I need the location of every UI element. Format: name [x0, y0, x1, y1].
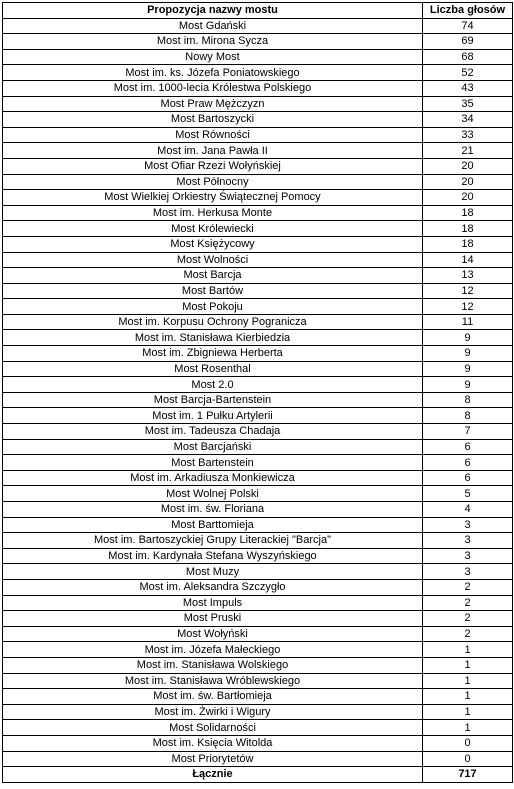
table-row [3, 439, 513, 455]
vote-count-cell[interactable]: 4 [423, 502, 513, 518]
total-label-cell[interactable]: Łącznie [3, 767, 423, 783]
bridge-name-cell[interactable]: Most im. Mirona Sycza [3, 34, 423, 50]
vote-count-cell[interactable]: 8 [423, 392, 513, 408]
table-row [3, 548, 513, 564]
table-row [3, 735, 513, 751]
vote-count-cell[interactable]: 20 [423, 190, 513, 206]
vote-count-cell[interactable]: 13 [423, 268, 513, 284]
table-row [3, 361, 513, 377]
table-row [3, 174, 513, 190]
bridge-name-cell[interactable]: Most im. 1 Pułku Artylerii [3, 408, 423, 424]
bridge-name-cell[interactable]: Most im. Księcia Witolda [3, 735, 423, 751]
table-row [3, 18, 513, 34]
bridge-name-cell[interactable]: Most Równości [3, 127, 423, 143]
vote-count-cell[interactable]: 1 [423, 642, 513, 658]
vote-count-cell[interactable]: 69 [423, 34, 513, 50]
vote-count-cell[interactable]: 3 [423, 564, 513, 580]
vote-count-cell[interactable]: 18 [423, 205, 513, 221]
table-row [3, 80, 513, 96]
bridge-name-cell[interactable]: Most im. Aleksandra Szczygło [3, 579, 423, 595]
header-row [3, 3, 513, 19]
table-row [3, 611, 513, 627]
vote-count-cell[interactable]: 35 [423, 96, 513, 112]
total-row [3, 767, 513, 783]
bridge-name-cell[interactable]: Most Priorytetów [3, 751, 423, 767]
bridge-name-cell[interactable]: Most Impuls [3, 595, 423, 611]
bridge-name-cell[interactable]: Most Wielkiej Orkiestry Świątecznej Pomocy [3, 190, 423, 206]
table-row [3, 65, 513, 81]
bridge-name-cell[interactable]: Most Wołyński [3, 626, 423, 642]
table-row [3, 486, 513, 502]
bridge-name-cell[interactable]: Most Bartów [3, 283, 423, 299]
vote-count-cell[interactable]: 12 [423, 299, 513, 315]
table-row [3, 424, 513, 440]
column-header-name[interactable]: Propozycja nazwy mostu [3, 3, 423, 19]
vote-count-cell[interactable]: 3 [423, 533, 513, 549]
vote-count-cell[interactable]: 52 [423, 65, 513, 81]
vote-count-cell[interactable]: 9 [423, 346, 513, 362]
vote-count-cell[interactable]: 7 [423, 424, 513, 440]
table-row [3, 392, 513, 408]
bridge-name-cell[interactable]: Most Barttomieja [3, 517, 423, 533]
vote-count-cell[interactable]: 6 [423, 439, 513, 455]
vote-count-cell[interactable]: 9 [423, 330, 513, 346]
bridge-name-cell[interactable]: Most im. Zbigniewa Herberta [3, 346, 423, 362]
bridge-name-cell[interactable]: Most Muzy [3, 564, 423, 580]
vote-count-cell[interactable]: 34 [423, 112, 513, 128]
table-row [3, 720, 513, 736]
table-row [3, 408, 513, 424]
table-row [3, 158, 513, 174]
bridge-name-cell[interactable]: Most Północny [3, 174, 423, 190]
table-row [3, 579, 513, 595]
vote-count-cell[interactable]: 1 [423, 704, 513, 720]
bridge-name-cell[interactable]: Most Wolnej Polski [3, 486, 423, 502]
bridge-name-cell[interactable]: Most im. Stanisława Wolskiego [3, 657, 423, 673]
vote-count-cell[interactable]: 0 [423, 751, 513, 767]
bridge-name-cell[interactable]: Most im. św. Floriana [3, 502, 423, 518]
bridge-name-cell[interactable]: Most Pokoju [3, 299, 423, 315]
vote-count-cell[interactable]: 14 [423, 252, 513, 268]
table-row [3, 657, 513, 673]
table-row [3, 642, 513, 658]
bridge-name-cell[interactable]: Most Wolności [3, 252, 423, 268]
bridge-name-cell[interactable]: Most im. Arkadiusza Monkiewicza [3, 470, 423, 486]
bridge-name-cell[interactable]: Most im. Korpusu Ochrony Pogranicza [3, 314, 423, 330]
table-row [3, 299, 513, 315]
vote-count-cell[interactable]: 12 [423, 283, 513, 299]
bridge-name-cell[interactable]: Most Bartenstein [3, 455, 423, 471]
table-row [3, 314, 513, 330]
vote-count-cell[interactable]: 1 [423, 720, 513, 736]
bridge-name-cell[interactable]: Most im. 1000-lecia Królestwa Polskiego [3, 80, 423, 96]
table-row [3, 455, 513, 471]
vote-count-cell[interactable]: 20 [423, 174, 513, 190]
total-value-cell[interactable]: 717 [423, 767, 513, 783]
vote-count-cell[interactable]: 68 [423, 49, 513, 65]
table-body [3, 18, 513, 767]
bridge-name-cell[interactable]: Most Pruski [3, 611, 423, 627]
vote-count-cell[interactable]: 18 [423, 221, 513, 237]
bridge-name-cell[interactable]: Most Ofiar Rzezi Wołyńskiej [3, 158, 423, 174]
vote-count-cell[interactable]: 5 [423, 486, 513, 502]
bridge-name-cell[interactable]: Nowy Most [3, 49, 423, 65]
table-row [3, 190, 513, 206]
table-row [3, 283, 513, 299]
bridge-name-cell[interactable]: Most Praw Mężczyzn [3, 96, 423, 112]
table-row [3, 112, 513, 128]
bridge-name-cell[interactable]: Most im. Jana Pawła II [3, 143, 423, 159]
table-row [3, 377, 513, 393]
table-row [3, 533, 513, 549]
vote-count-cell[interactable]: 18 [423, 236, 513, 252]
table-row [3, 470, 513, 486]
bridge-name-cell[interactable]: Most im. ks. Józefa Poniatowskiego [3, 65, 423, 81]
vote-count-cell[interactable]: 0 [423, 735, 513, 751]
vote-count-cell[interactable]: 33 [423, 127, 513, 143]
vote-count-cell[interactable]: 43 [423, 80, 513, 96]
vote-count-cell[interactable]: 74 [423, 18, 513, 34]
bridge-name-cell[interactable]: Most Gdański [3, 18, 423, 34]
vote-count-cell[interactable]: 20 [423, 158, 513, 174]
vote-count-cell[interactable]: 6 [423, 470, 513, 486]
table-row [3, 236, 513, 252]
bridge-name-cell[interactable]: Most Barcja [3, 268, 423, 284]
table-row [3, 127, 513, 143]
table-row [3, 96, 513, 112]
vote-count-cell[interactable]: 8 [423, 408, 513, 424]
vote-count-cell[interactable]: 2 [423, 611, 513, 627]
vote-count-cell[interactable]: 3 [423, 548, 513, 564]
bridge-name-cell[interactable]: Most Barcja-Bartenstein [3, 392, 423, 408]
vote-count-cell[interactable]: 1 [423, 689, 513, 705]
column-header-votes[interactable]: Liczba głosów [423, 3, 513, 19]
table-row [3, 626, 513, 642]
vote-count-cell[interactable]: 21 [423, 143, 513, 159]
vote-count-cell[interactable]: 2 [423, 595, 513, 611]
vote-count-cell[interactable]: 9 [423, 377, 513, 393]
table-row [3, 502, 513, 518]
bridge-name-cell[interactable]: Most im. Kardynała Stefana Wyszyńskiego [3, 548, 423, 564]
table-row [3, 252, 513, 268]
table-row [3, 751, 513, 767]
bridge-name-cell[interactable]: Most im. Józefa Małeckiego [3, 642, 423, 658]
bridge-name-cell[interactable]: Most im. Herkusa Monte [3, 205, 423, 221]
bridge-name-cell[interactable]: Most im. Żwirki i Wigury [3, 704, 423, 720]
table-row [3, 34, 513, 50]
table-row [3, 143, 513, 159]
vote-count-cell[interactable]: 6 [423, 455, 513, 471]
bridge-name-cell[interactable]: Most 2.0 [3, 377, 423, 393]
bridge-name-cell[interactable]: Most im. Stanisława Kierbiedzia [3, 330, 423, 346]
bridge-name-cell[interactable]: Most im. św. Bartłomieja [3, 689, 423, 705]
bridge-name-cell[interactable]: Most Rosenthal [3, 361, 423, 377]
vote-count-cell[interactable]: 11 [423, 314, 513, 330]
bridge-name-votes-table [2, 2, 513, 783]
table-row [3, 330, 513, 346]
bridge-name-cell[interactable]: Most im. Tadeusza Chadaja [3, 424, 423, 440]
vote-count-cell[interactable]: 1 [423, 657, 513, 673]
bridge-name-cell[interactable]: Most Królewiecki [3, 221, 423, 237]
table-row [3, 346, 513, 362]
table-row [3, 673, 513, 689]
table-row [3, 268, 513, 284]
table-row [3, 221, 513, 237]
table-row [3, 49, 513, 65]
table-row [3, 595, 513, 611]
vote-count-cell[interactable]: 9 [423, 361, 513, 377]
table-row [3, 517, 513, 533]
vote-count-cell[interactable]: 2 [423, 579, 513, 595]
table-row [3, 689, 513, 705]
table-row [3, 704, 513, 720]
bridge-name-cell[interactable]: Most im. Bartoszyckiej Grupy Literackiej "Barcja" [3, 533, 423, 549]
table-row [3, 205, 513, 221]
vote-count-cell[interactable]: 2 [423, 626, 513, 642]
bridge-name-cell[interactable]: Most Barcjański [3, 439, 423, 455]
vote-count-cell[interactable]: 3 [423, 517, 513, 533]
bridge-name-cell[interactable]: Most Księżycowy [3, 236, 423, 252]
bridge-name-cell[interactable]: Most Solidarności [3, 720, 423, 736]
table-row [3, 564, 513, 580]
bridge-name-cell[interactable]: Most Bartoszycki [3, 112, 423, 128]
bridge-name-cell[interactable]: Most im. Stanisława Wróblewskiego [3, 673, 423, 689]
vote-count-cell[interactable]: 1 [423, 673, 513, 689]
